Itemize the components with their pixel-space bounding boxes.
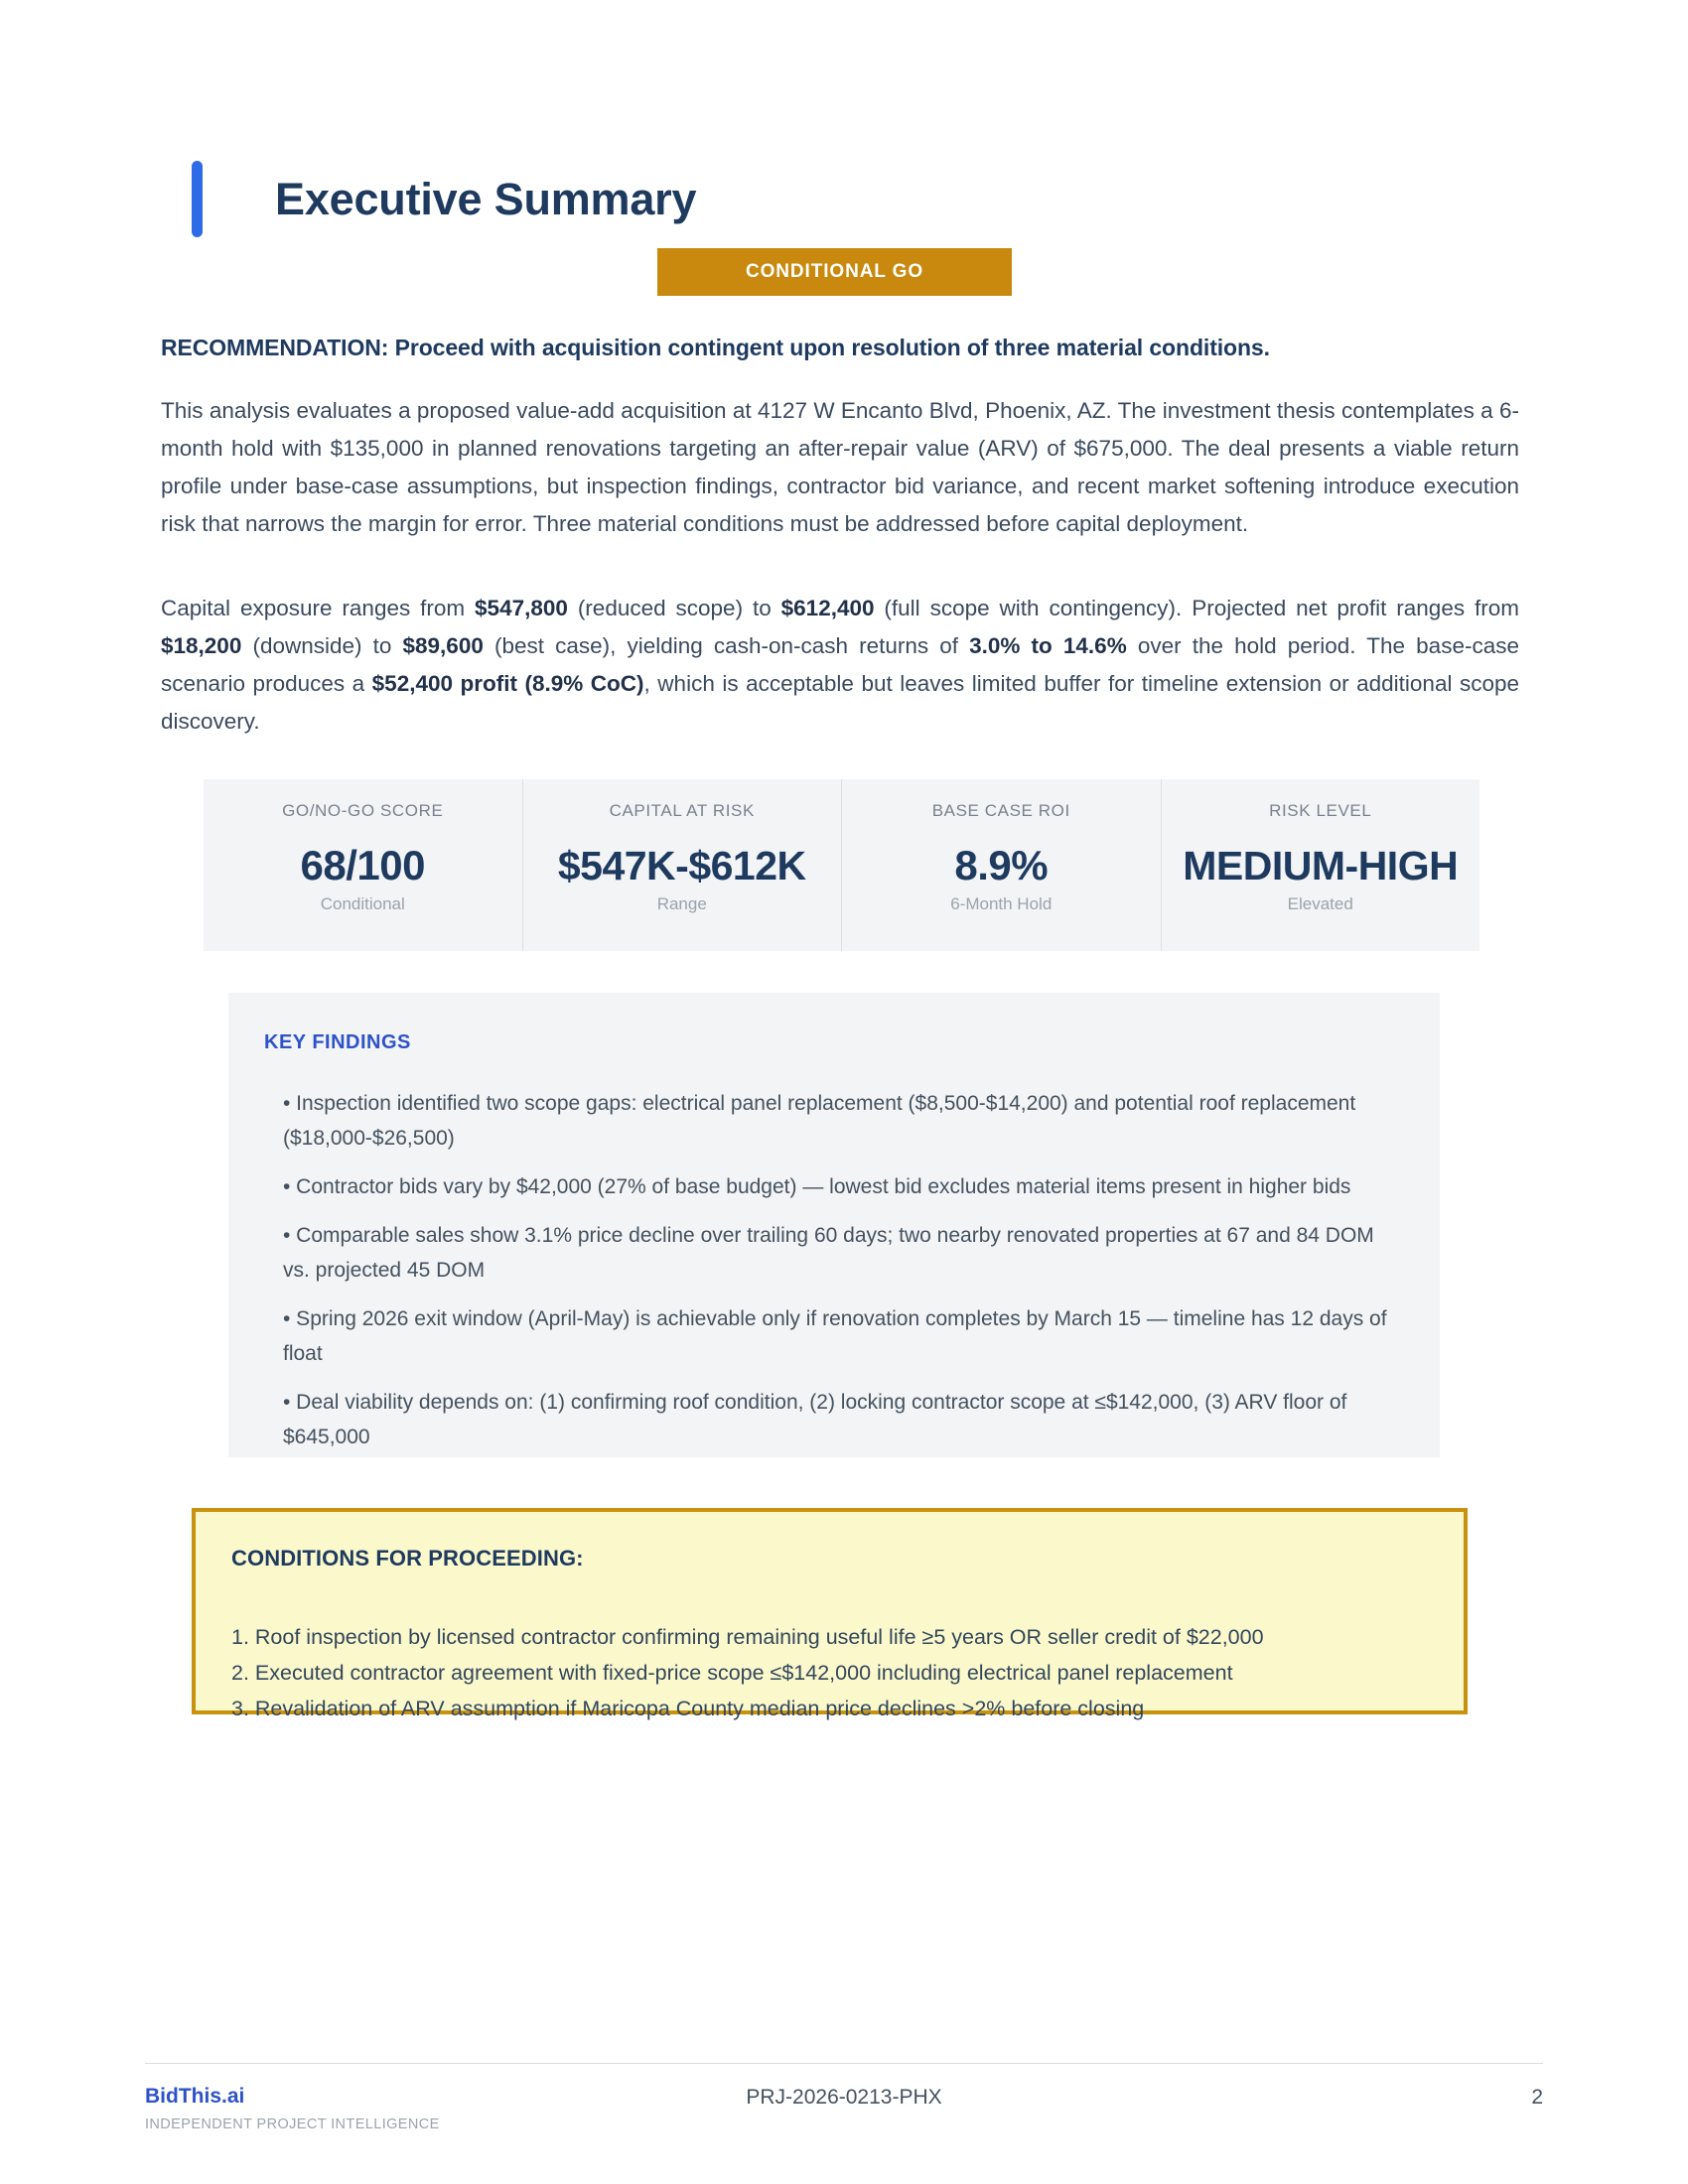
page-footer	[145, 2077, 1543, 2146]
metric-label: CAPITAL AT RISK	[609, 801, 755, 820]
condition-item: 3. Revalidation of ARV assumption if Maricopa County median price declines >2% before closing	[231, 1697, 1145, 1720]
condition-item: 2. Executed contractor agreement with fixed-price scope ≤$142,000 including electrical panel replacement	[231, 1661, 1233, 1685]
metric-value: 68/100	[300, 842, 425, 888]
key-finding-item: • Spring 2026 exit window (April-May) is achievable only if renovation completes by March 15 — timeline has 12 days of float	[283, 1307, 1387, 1365]
key-finding-item: • Inspection identified two scope gaps: electrical panel replacement ($8,500-$14,200) and potential roof replacement ($18,000-$26,500)	[283, 1092, 1356, 1150]
conditions-title: CONDITIONS FOR PROCEEDING:	[231, 1546, 584, 1570]
key-finding-item: • Deal viability depends on: (1) confirming roof condition, (2) locking contractor scope at ≤$142,000, (3) ARV floor of $645,000	[283, 1391, 1347, 1448]
metric-value: $547K-$612K	[557, 843, 806, 888]
accent-bar-icon	[192, 161, 203, 237]
metric-label: GO/NO-GO SCORE	[282, 801, 444, 820]
metric-card-go-no-go-score	[204, 779, 523, 951]
page-header	[192, 157, 1522, 242]
key-finding-item: • Comparable sales show 3.1% price decline over trailing 60 days; two nearby renovated properties at 67 and 84 DOM vs. projected 45 DOM	[283, 1224, 1374, 1282]
recommendation-statement: RECOMMENDATION: Proceed with acquisition contingent upon resolution of three material conditions.	[161, 335, 1270, 360]
metric-label: BASE CASE ROI	[931, 801, 1070, 820]
key-finding-item: • Contractor bids vary by $42,000 (27% of base budget) — lowest bid excludes material items present in higher bids	[283, 1175, 1351, 1198]
condition-item: 1. Roof inspection by licensed contractor confirming remaining useful life ≥5 years OR seller credit of $22,000	[231, 1625, 1264, 1649]
footer-brand: BidThis.ai	[145, 2085, 245, 2108]
metric-sublabel: Conditional	[320, 894, 405, 913]
metric-sublabel: Range	[656, 894, 707, 913]
summary-paragraph-1: This analysis evaluates a proposed value-add acquisition at 4127 W Encanto Blvd, Phoenix, AZ. The investment thesis contemplates a 6-month hold with $135,000 in planned renovations targeting an after-repair value (ARV) of $675,000. The deal presents a viable return profile under base-case assumptions, but inspection findings, contractor bid variance, and recent market softening introduce execution risk that narrows the margin for error. Three material conditions must be addressed before capital deployment.	[161, 398, 1519, 536]
conditions-panel	[192, 1508, 1468, 1720]
footer-tagline: INDEPENDENT PROJECT INTELLIGENCE	[145, 2116, 440, 2132]
summary-paragraph-2: Capital exposure ranges from $547,800 (reduced scope) to $612,400 (full scope with contingency). Projected net profit ranges from $18,200 (downside) to $89,600 (best case), yielding cash-on-cash returns of 3.0% to 14.6% over the hold period. The base-case scenario produces a $52,400 profit (8.9% CoC), which is acceptable but leaves limited buffer for timeline extension or additional scope discovery.	[161, 596, 1520, 734]
footer-page-number: 2	[1531, 2086, 1543, 2109]
metrics-strip	[204, 779, 1479, 951]
metric-card-capital-at-risk	[523, 779, 843, 951]
page-title: Executive Summary	[275, 174, 697, 224]
metric-label: RISK LEVEL	[1269, 801, 1372, 820]
footer-document-id: PRJ-2026-0213-PHX	[746, 2086, 942, 2109]
status-badge: CONDITIONAL GO	[657, 248, 1012, 296]
metric-value: 8.9%	[954, 842, 1049, 888]
metric-value: MEDIUM-HIGH	[1183, 843, 1459, 888]
footer-divider	[145, 2063, 1543, 2064]
key-findings-panel	[228, 993, 1440, 1457]
metric-sublabel: 6-Month Hold	[950, 894, 1053, 913]
metric-card-risk-level	[1162, 779, 1480, 951]
metric-sublabel: Elevated	[1287, 894, 1353, 913]
key-findings-title: KEY FINDINGS	[264, 1031, 411, 1053]
metric-card-base-case-roi	[842, 779, 1162, 951]
